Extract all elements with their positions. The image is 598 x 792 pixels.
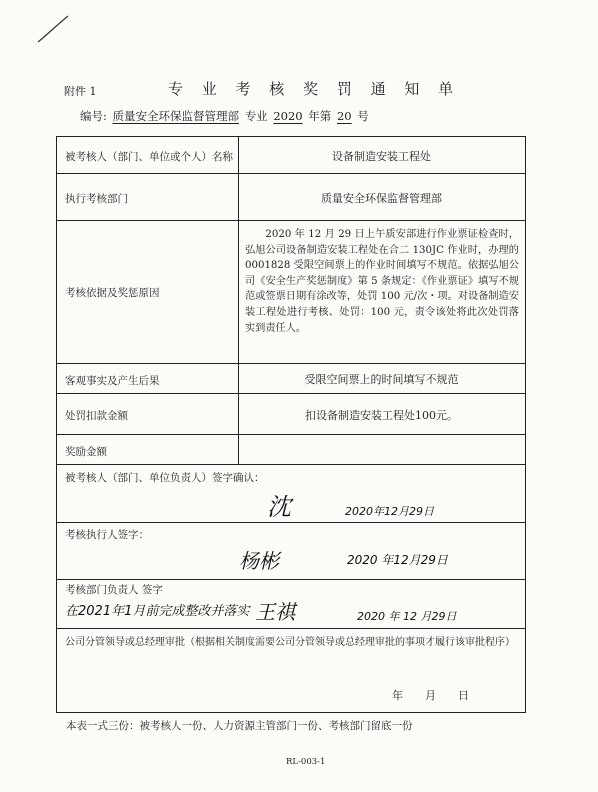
basis-text: 2020 年 12 月 29 日上午质安部进行作业票证检查时，弘旭公司设备制造安装工程处在合二 130JC 作业时，办理的 0001828 受限空间票上的作业时间填写不规范。依据弘旭公司《安全生产奖惩制度》第 5 条规定：《作业票证》填写不规范或签票日期有涂改等，处罚 100 元/次・项。对设备制造安装工程处进行考核、处罚：100 元，责令该处将此次处罚落实到责任人。	[245, 229, 519, 334]
approval-row	[57, 629, 525, 713]
sign-assessed-row	[57, 465, 525, 523]
serial-year-suffix: 年第	[308, 109, 332, 123]
executor-signature: 杨彬	[239, 549, 279, 573]
serial-department: 质量安全环保监督管理部	[112, 109, 240, 123]
executor-label: 执行考核部门	[65, 193, 128, 205]
serial-year: 2020	[273, 109, 303, 123]
basis-row	[57, 221, 525, 364]
penalty-label: 处罚扣款金额	[65, 410, 128, 422]
facts-value: 受限空间票上的时间填写不规范	[304, 373, 459, 386]
serial-prefix: 编号:	[80, 109, 107, 123]
attachment-label: 附件 1	[64, 85, 97, 98]
assessed-signature: 沈	[267, 493, 291, 521]
sign-head-label: 考核部门负责人 签字	[65, 584, 163, 596]
executor-row	[57, 174, 525, 221]
serial-number-suffix: 号	[357, 109, 369, 123]
assessed-label: 被考核人（部门、单位或个人）名称	[65, 151, 233, 163]
sign-assessed-label: 被考核人（部门、单位负责人）签字确认：	[65, 472, 265, 484]
sign-executor-label: 考核执行人签字：	[65, 529, 149, 541]
form-title: 专 业 考 核 奖 罚 通 知 单	[168, 80, 461, 98]
sign-executor-date: 2020 年12月29日	[347, 553, 448, 567]
approval-label: 公司分管领导或总经理审批（根据相关制度需要公司分管领导或总经理审批的事项才履行该审批程序）	[65, 637, 515, 648]
basis-label: 考核依据及奖惩原因	[65, 287, 160, 299]
executor-value: 质量安全环保监督管理部	[321, 192, 442, 205]
pen-stroke-mark	[36, 14, 70, 44]
notice-form-table	[56, 136, 526, 713]
facts-label: 客观事实及产生后果	[65, 375, 160, 387]
reward-label: 奖励金额	[65, 446, 107, 458]
sign-head-date: 2020 年 12 月29日	[357, 610, 457, 623]
serial-specialty-label: 专业	[244, 109, 268, 123]
serial-line	[80, 108, 369, 124]
document-code: RL-003-1	[286, 757, 326, 767]
facts-row	[57, 364, 525, 394]
serial-number: 20	[336, 109, 352, 123]
penalty-row	[57, 394, 525, 435]
head-signature: 王祺	[255, 600, 295, 624]
copies-note: 本表一式三份：被考核人一份、人力资源主管部门一份、考核部门留底一份	[66, 720, 413, 732]
approval-date: 年 月 日	[392, 689, 469, 702]
sign-executor-row	[57, 523, 525, 580]
assessed-row	[57, 137, 525, 174]
head-note-handwriting: 在2021年1月前完成整改并落实	[65, 604, 250, 619]
sign-assessed-date: 2020年12月29日	[345, 505, 434, 518]
assessed-value: 设备制造安装工程处	[332, 150, 431, 163]
reward-row	[57, 435, 525, 465]
penalty-value: 扣设备制造安装工程处100元。	[305, 409, 458, 422]
sign-head-row	[57, 580, 525, 629]
